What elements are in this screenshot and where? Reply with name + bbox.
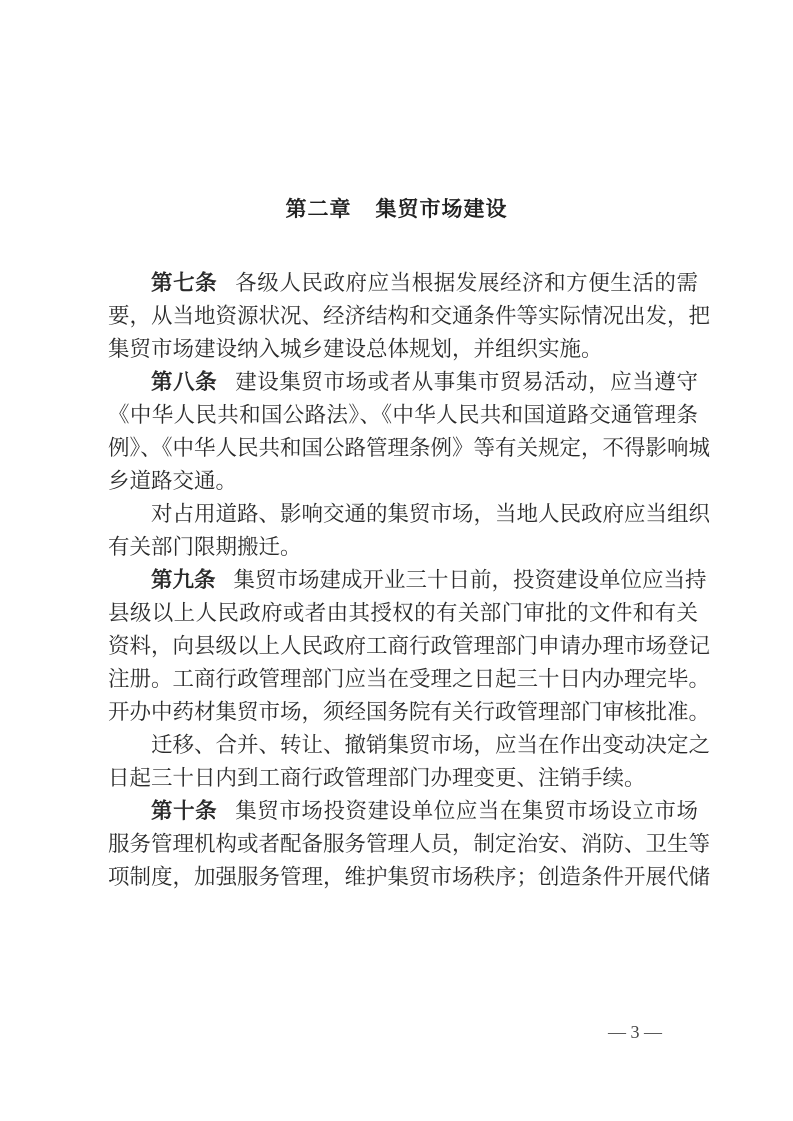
text-line xyxy=(108,696,711,729)
line-text: 资料，向县级以上人民政府工商行政管理部门申请办理市场登记 xyxy=(108,634,711,659)
text-line xyxy=(108,663,711,696)
line-text: 县级以上人民政府或者由其授权的有关部门审批的文件和有关 xyxy=(108,601,698,626)
text-line xyxy=(108,399,698,432)
line-text: 开办中药材集贸市场，须经国务院有关行政管理部门审核批准。 xyxy=(108,700,711,725)
line-text: 各级人民政府应当根据发展经济和方便生活的需 xyxy=(235,271,698,296)
line-text: 《中华人民共和国公路法》、《中华人民共和国道路交通管理条 xyxy=(108,403,698,428)
text-line xyxy=(108,531,698,564)
text-line xyxy=(108,630,711,663)
text-line xyxy=(108,729,711,762)
text-line xyxy=(108,300,711,333)
article-number: 第七条 xyxy=(151,271,218,296)
chapter-title xyxy=(0,193,793,223)
article-line xyxy=(108,795,698,828)
line-text: 建设集贸市场或者从事集市贸易活动，应当遵守 xyxy=(235,370,698,395)
chapter-name: 集贸市场建设 xyxy=(375,197,508,221)
line-text: 例》、《中华人民共和国公路管理条例》等有关规定，不得影响城 xyxy=(108,436,711,461)
line-text: 集贸市场投资建设单位应当在集贸市场设立市场 xyxy=(235,799,698,824)
article-number: 第九条 xyxy=(151,568,216,593)
article-number: 第八条 xyxy=(151,370,218,395)
text-line xyxy=(108,333,698,366)
line-text: 项制度，加强服务管理，维护集贸市场秩序；创造条件开展代储 xyxy=(108,865,711,890)
line-text: 要，从当地资源状况、经济结构和交通条件等实际情况出发，把 xyxy=(108,304,711,329)
article-line xyxy=(108,564,707,597)
article-line xyxy=(108,267,698,300)
line-text: 乡道路交通。 xyxy=(108,469,238,494)
document-body xyxy=(108,267,711,894)
line-text: 对占用道路、影响交通的集贸市场，当地人民政府应当组织 xyxy=(151,502,711,527)
text-line xyxy=(108,432,711,465)
text-line xyxy=(108,498,711,531)
text-line xyxy=(108,828,711,861)
text-line xyxy=(108,861,711,894)
article-number: 第十条 xyxy=(151,799,218,824)
line-text: 集贸市场建成开业三十日前，投资建设单位应当持 xyxy=(233,568,707,593)
text-line xyxy=(108,465,698,498)
article-line xyxy=(108,366,698,399)
text-line xyxy=(108,762,698,795)
text-line xyxy=(108,597,698,630)
line-text: 服务管理机构或者配备服务管理人员，制定治安、消防、卫生等 xyxy=(108,832,711,857)
line-text: 迁移、合并、转让、撤销集贸市场，应当在作出变动决定之 xyxy=(151,733,711,758)
line-text: 日起三十日内到工商行政管理部门办理变更、注销手续。 xyxy=(108,766,646,791)
chapter-label: 第二章 xyxy=(285,197,352,221)
line-text: 集贸市场建设纳入城乡建设总体规划，并组织实施。 xyxy=(108,337,603,362)
line-text: 有关部门限期搬迁。 xyxy=(108,535,302,560)
line-text: 注册。工商行政管理部门应当在受理之日起三十日内办理完毕。 xyxy=(108,667,711,692)
page-number: — 3 — xyxy=(608,1022,662,1042)
